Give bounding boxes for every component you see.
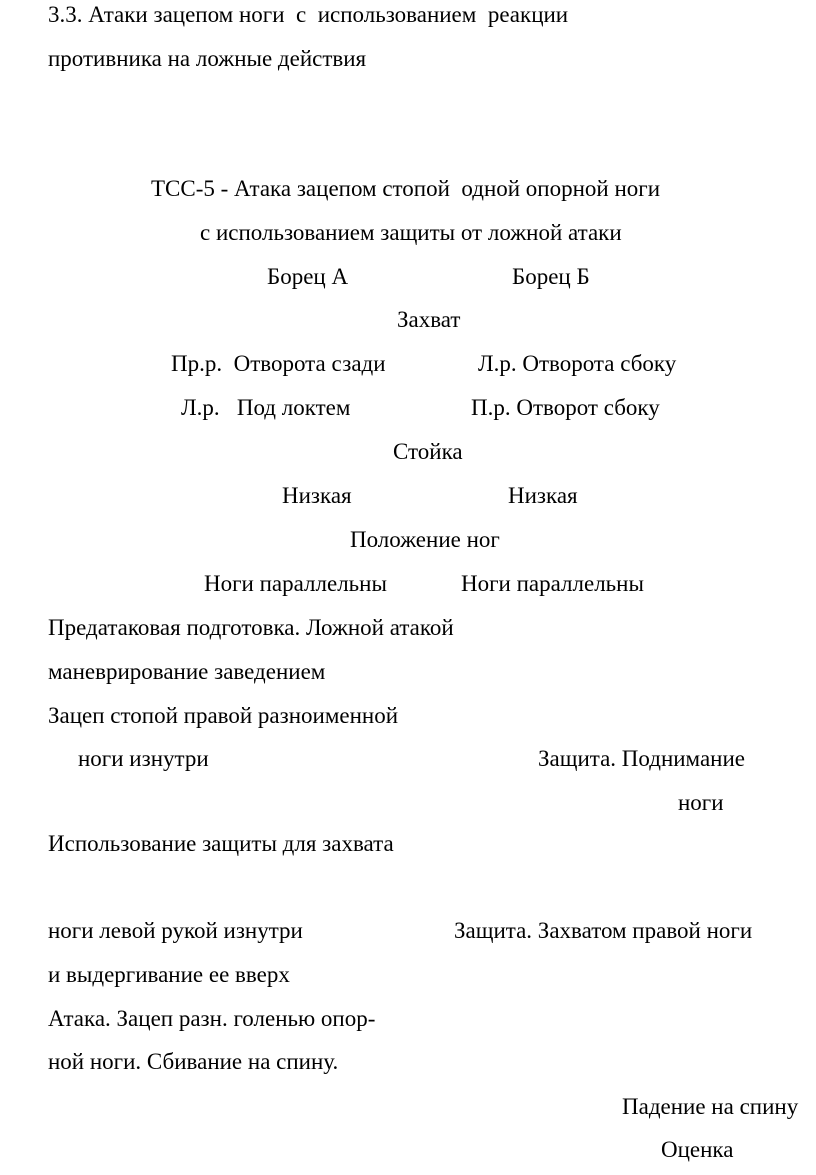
stance-b: Низкая [508, 483, 578, 508]
grip-a-left-hand: Л.р. Под локтем [181, 395, 351, 420]
stance-a: Низкая [282, 483, 352, 508]
stance-heading: Стойка [393, 439, 463, 464]
preparation-line-2: маневрирование заведением [48, 659, 326, 684]
hook-line-2: ноги изнутри [78, 746, 209, 771]
feet-position-a: Ноги параллельны [204, 571, 387, 596]
section-heading-line-2: противника на ложные действия [48, 46, 367, 71]
fall-on-back: Падение на спину [622, 1094, 799, 1119]
score-label: Оценка [661, 1137, 734, 1162]
scheme-title-line-2: с использованием защиты от ложной атаки [200, 220, 622, 245]
hook-line-1: Зацеп стопой правой разноименной [48, 703, 399, 728]
attack-line-1: Атака. Зацеп разн. голенью опор- [48, 1006, 376, 1031]
grip-b-right-hand: П.р. Отворот сбоку [471, 395, 660, 420]
leg-grab-line-2: и выдергивание ее вверх [48, 962, 290, 987]
grip-b-left-hand: Л.р. Отворота сбоку [478, 351, 677, 376]
scheme-title-line-1: ТСС-5 - Атака зацепом стопой одной опорной ноги [151, 176, 661, 201]
defense-1-line-2: ноги [678, 790, 724, 815]
wrestler-b-label: Борец Б [512, 264, 590, 289]
defense-1-line-1: Защита. Поднимание [538, 746, 745, 771]
leg-grab-line-1: ноги левой рукой изнутри [48, 918, 303, 943]
feet-position-heading: Положение ног [350, 527, 500, 552]
attack-line-2: ной ноги. Сбивание на спину. [48, 1049, 339, 1074]
use-of-defense-line: Использование защиты для захвата [48, 831, 394, 856]
preparation-line-1: Предатаковая подготовка. Ложной атакой [48, 615, 454, 640]
wrestler-a-label: Борец А [267, 264, 349, 289]
section-heading-line-1: 3.3. Атаки зацепом ноги с использованием реакции [48, 2, 569, 27]
defense-2: Защита. Захватом правой ноги [454, 918, 753, 943]
feet-position-b: Ноги параллельны [461, 571, 644, 596]
grip-heading: Захват [397, 307, 461, 332]
grip-a-right-hand: Пр.р. Отворота сзади [171, 351, 386, 376]
